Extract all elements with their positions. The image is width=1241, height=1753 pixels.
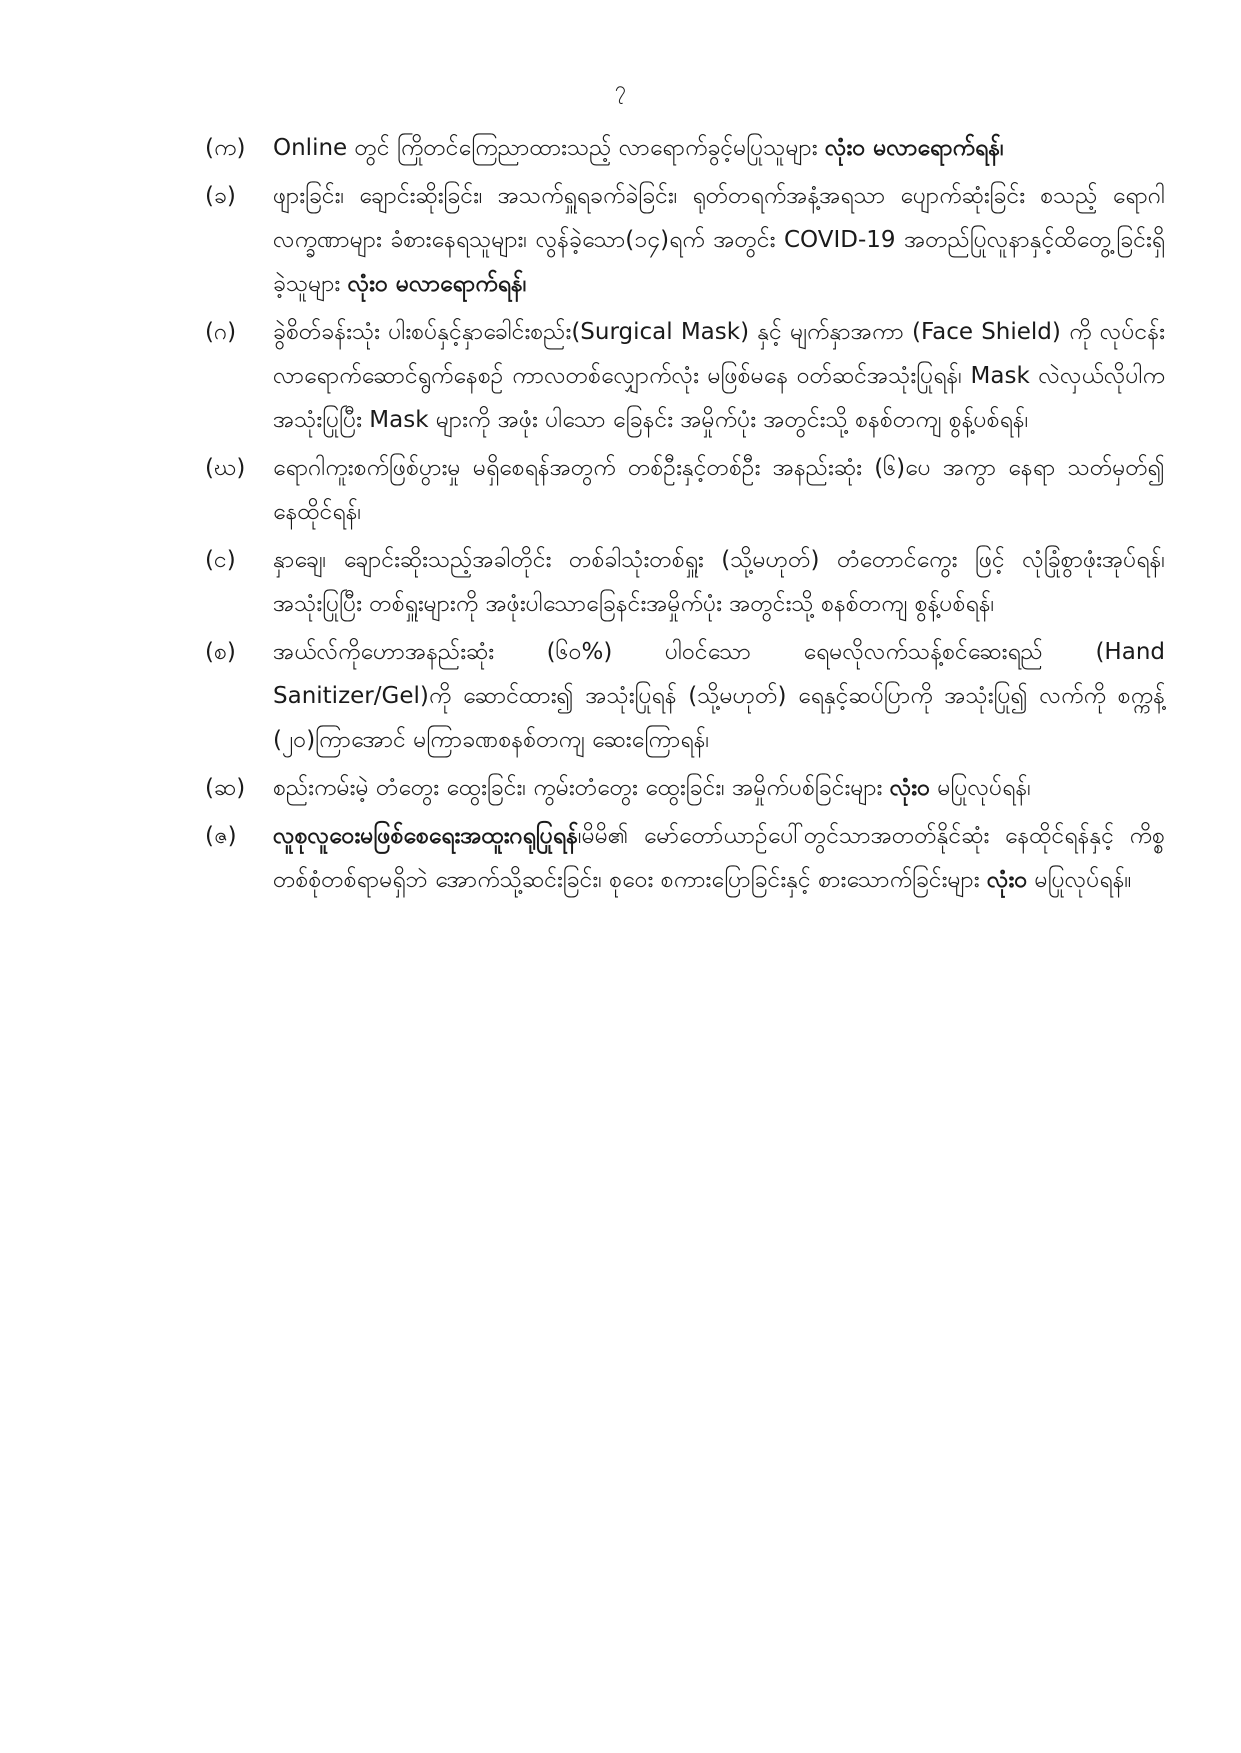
list-item	[205, 766, 1165, 810]
emphasis-text: လုံးဝ မလာရောက်ရန်၊	[347, 271, 527, 297]
body-text: ခွဲစိတ်ခန်းသုံး ပါးစပ်နှင့်နှာခေါင်းစည်း(Surgical Mask) နှင့် မျက်နှာအကာ (Face Shield) ကို လုပ်ငန်းလာရောက်ဆောင်ရွက်နေစဉ် ကာလတစ်လျှောက်လုံး မဖြစ်မနေ ဝတ်ဆင်အသုံးပြုရန်၊ Mask လဲလှယ်လိုပါက အသုံးပြုပြီး Mask များကို အဖုံး ပါသော ခြေနင်း အမှိုက်ပုံး အတွင်းသို့ စနစ်တကျ စွန့်ပစ်ရန်၊	[273, 319, 1165, 433]
instruction-list	[205, 126, 1165, 906]
body-text: ၊မိမိ၏ မော်တော်ယာဉ်ပေါ်တွင်သာအတတ်နိုင်ဆုံး နေထိုင်ရန်နှင့် ကိစ္စတစ်စုံတစ်ရာမရှိဘဲ အောက်သို့ဆင်းခြင်း၊ စုဝေး စကားပြောခြင်းနှင့် စားသောက်ခြင်းများ	[273, 823, 1165, 893]
item-text	[273, 814, 1165, 902]
item-marker: (စ)	[205, 639, 236, 665]
body-text: ဖျားခြင်း၊ ချောင်းဆိုးခြင်း၊ အသက်ရှူရခက်ခဲခြင်း၊ ရုတ်တရက်အနံ့အရသာ ပျောက်ဆုံးခြင်း စသည့် ရောဂါလက္ခဏာများ ခံစားနေရသူများ၊ လွန်ခဲ့သော(၁၄)ရက် အတွင်း COVID-19 အတည်ပြုလူနာနှင့်ထိတွေ့ခြင်းရှိခဲ့သူများ	[273, 183, 1165, 297]
emphasis-text: လုံးဝ မလာရောက်ရန်၊	[824, 135, 1004, 161]
item-text	[273, 174, 1165, 306]
item-text	[273, 538, 1165, 626]
item-marker: (င)	[205, 547, 236, 573]
body-text: ရောဂါကူးစက်ဖြစ်ပွားမှု မရှိစေရန်အတွက် တစ်ဦးနှင့်တစ်ဦး အနည်းဆုံး (၆)ပေ အကွာ နေရာ သတ်မှတ်၍ နေထိုင်ရန်၊	[273, 455, 1165, 525]
list-item	[205, 538, 1165, 626]
body-text: အယ်လ်ကိုဟောအနည်းဆုံး (၆၀%) ပါဝင်သော ရေမလိုလက်သန့်စင်ဆေးရည် (Hand Sanitizer/Gel)ကို ဆောင်ထား၍ အသုံးပြုရန် (သို့မဟုတ်) ရေနှင့်ဆပ်ပြာကို အသုံးပြု၍ လက်ကို စက္ကန့် (၂၀)ကြာအောင် မကြာခဏစနစ်တကျ ဆေးကြောရန်၊	[273, 639, 1165, 753]
item-marker: (က)	[205, 135, 246, 161]
list-item	[205, 630, 1165, 762]
item-text	[273, 446, 1165, 534]
body-text: မပြုလုပ်ရန်။	[1027, 867, 1132, 893]
list-item	[205, 126, 1165, 170]
page-number: ၇	[614, 76, 627, 100]
emphasis-text: လူစုလူဝေးမဖြစ်စေရေးအထူးဂရုပြုရန်	[273, 823, 578, 849]
body-text: နှာချေ၊ ချောင်းဆိုးသည့်အခါတိုင်း တစ်ခါသုံးတစ်ရှူး (သို့မဟုတ်) တံတောင်ကွေး ဖြင့် လုံခြုံစွာဖုံးအုပ်ရန်၊ အသုံးပြုပြီး တစ်ရှူးများကို အဖုံးပါသောခြေနင်းအမှိုက်ပုံး အတွင်းသို့ စနစ်တကျ စွန့်ပစ်ရန်၊	[273, 547, 1165, 617]
item-marker: (ခ)	[205, 183, 236, 209]
list-item	[205, 446, 1165, 534]
item-marker: (ဇ)	[205, 823, 237, 849]
item-marker: (ဂ)	[205, 319, 237, 345]
emphasis-text: လုံးဝ	[889, 775, 931, 801]
list-item	[205, 310, 1165, 442]
item-text	[273, 630, 1165, 762]
emphasis-text: လုံးဝ	[986, 867, 1028, 893]
list-item	[205, 814, 1165, 902]
item-marker: (ဆ)	[205, 775, 246, 801]
item-marker: (ဃ)	[205, 455, 246, 481]
body-text: Online တွင် ကြိုတင်ကြေညာထားသည့် လာရောက်ခွင့်မပြုသူများ	[273, 135, 825, 161]
body-text: မပြုလုပ်ရန်၊	[930, 775, 1031, 801]
item-text	[273, 310, 1165, 442]
body-text: စည်းကမ်းမဲ့ တံတွေး ထွေးခြင်း၊ ကွမ်းတံတွေး ထွေးခြင်း၊ အမှိုက်ပစ်ခြင်းများ	[273, 775, 890, 801]
list-item	[205, 174, 1165, 306]
item-text	[273, 126, 1165, 170]
item-text	[273, 766, 1165, 810]
